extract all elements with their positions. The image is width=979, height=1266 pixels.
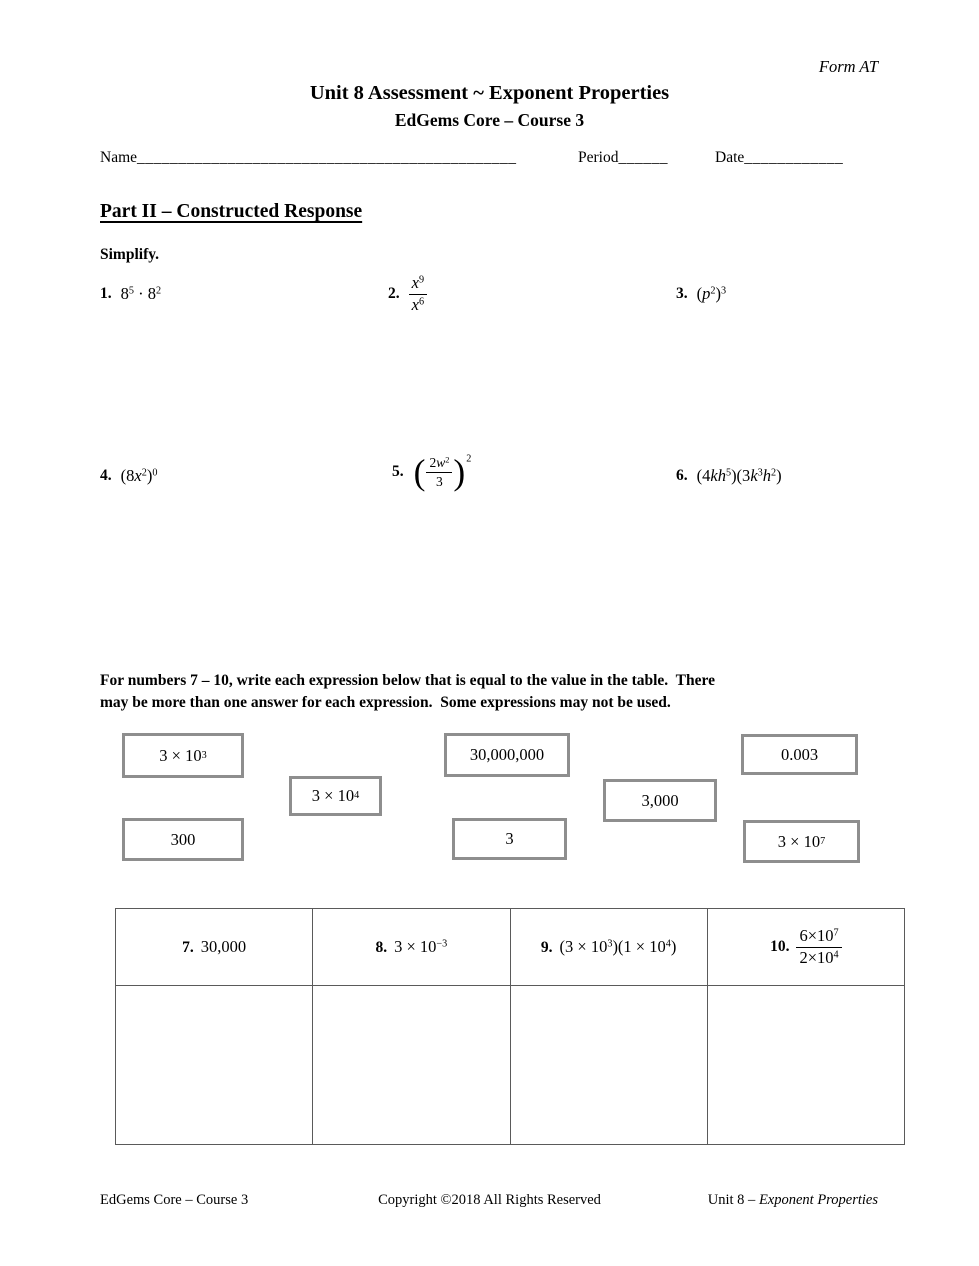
problem-expression: $8^5 \cdot 8^2$ — [120, 284, 162, 303]
expression-tile-3x10e3: 3 × 10 3 — [122, 733, 244, 778]
problem-expression: $(4kh^5)(3k^3h^2)$ — [696, 466, 782, 485]
problem-4 — [100, 450, 157, 502]
table-header-cell-9 — [510, 909, 707, 986]
table-header-cell-8 — [313, 909, 510, 986]
period-blank-line: ______ — [618, 149, 668, 166]
expression-tile-3000: 3,000 — [603, 779, 717, 822]
problem-expression: $\frac{x^9}{x^6}$ — [409, 274, 427, 314]
problem-number: 5. — [392, 463, 404, 480]
problem-number: 1. — [100, 285, 112, 302]
name-label: Name — [100, 149, 138, 166]
name-field — [100, 149, 517, 167]
date-blank-line: ____________ — [744, 149, 844, 166]
header-expression: $3 \times 10^{-3}$ — [394, 937, 448, 956]
problem-6 — [676, 450, 782, 502]
period-label: Period — [578, 149, 619, 166]
problem-2 — [388, 268, 427, 320]
problem-3 — [676, 268, 726, 320]
problem-number: 4. — [100, 467, 112, 484]
problem-expression: ( $\frac{2w^2}{3}$ )$^2$ — [413, 451, 472, 492]
problem-number: 8. — [375, 939, 388, 956]
expression-tile-30000000: 30,000,000 — [444, 733, 570, 777]
answers-table — [115, 908, 905, 1145]
instruction-line-1: For numbers 7 – 10, write each expression below that is equal to the value in the table. There — [100, 672, 715, 689]
table-header-cell-7 — [116, 909, 313, 986]
problem-expression: $(8x^2)^0$ — [120, 466, 158, 485]
problem-number: 7. — [182, 939, 194, 956]
problem-number: 2. — [388, 285, 400, 302]
simplify-instruction: Simplify. — [100, 246, 160, 263]
table-header-cell-10 — [707, 909, 904, 986]
table-answer-cell-9 — [510, 986, 707, 1145]
period-field — [578, 149, 668, 167]
problem-expression: $(p^2)^3$ — [696, 284, 727, 303]
form-label: Form AT — [818, 57, 878, 76]
problem-number: 9. — [540, 939, 553, 956]
page-subtitle: EdGems Core – Course 3 — [394, 110, 585, 130]
footer-unit — [708, 1192, 878, 1209]
date-field — [715, 149, 843, 167]
expression-tile-3: 3 — [452, 818, 567, 860]
matching-instruction — [100, 670, 878, 714]
table-answer-row — [116, 986, 905, 1145]
expression-tile-3x10e4: 3 × 10 4 — [289, 776, 382, 816]
problem-number: 6. — [676, 467, 688, 484]
table-answer-cell-8 — [313, 986, 510, 1145]
table-answer-cell-7 — [116, 986, 313, 1145]
footer-unit-prefix: Unit 8 – — [707, 1192, 759, 1208]
header-expression: $\frac{6\times 10^7}{2\times 10^4}$ — [796, 936, 841, 955]
table-answer-cell-10 — [707, 986, 904, 1145]
section-heading: Part II – Constructed Response — [100, 201, 363, 222]
header-expression: $(3 \times 10^3)(1 \times 10^4)$ — [559, 937, 677, 956]
name-blank-line: ______________________________________________ — [137, 149, 517, 166]
expression-tile-3x10e7: 3 × 10 7 — [743, 820, 860, 863]
header-expression: 30,000 — [200, 937, 247, 956]
table-header-row — [116, 909, 905, 986]
expression-tile-0.003: 0.003 — [741, 734, 858, 775]
footer-unit-title: Exponent Properties — [758, 1192, 878, 1208]
instruction-line-2: may be more than one answer for each expression. Some expressions may not be used. — [100, 694, 671, 711]
page-title: Unit 8 Assessment ~ Exponent Properties — [309, 82, 670, 104]
problem-number: 10. — [770, 937, 790, 955]
date-label: Date — [715, 149, 745, 166]
expression-tile-300: 300 — [122, 818, 244, 861]
problem-5 — [392, 446, 471, 498]
problem-number: 3. — [676, 285, 688, 302]
footer-course: EdGems Core – Course 3 — [100, 1192, 249, 1208]
footer-copyright: Copyright ©2018 All Rights Reserved — [378, 1192, 601, 1208]
problem-1 — [100, 268, 161, 320]
